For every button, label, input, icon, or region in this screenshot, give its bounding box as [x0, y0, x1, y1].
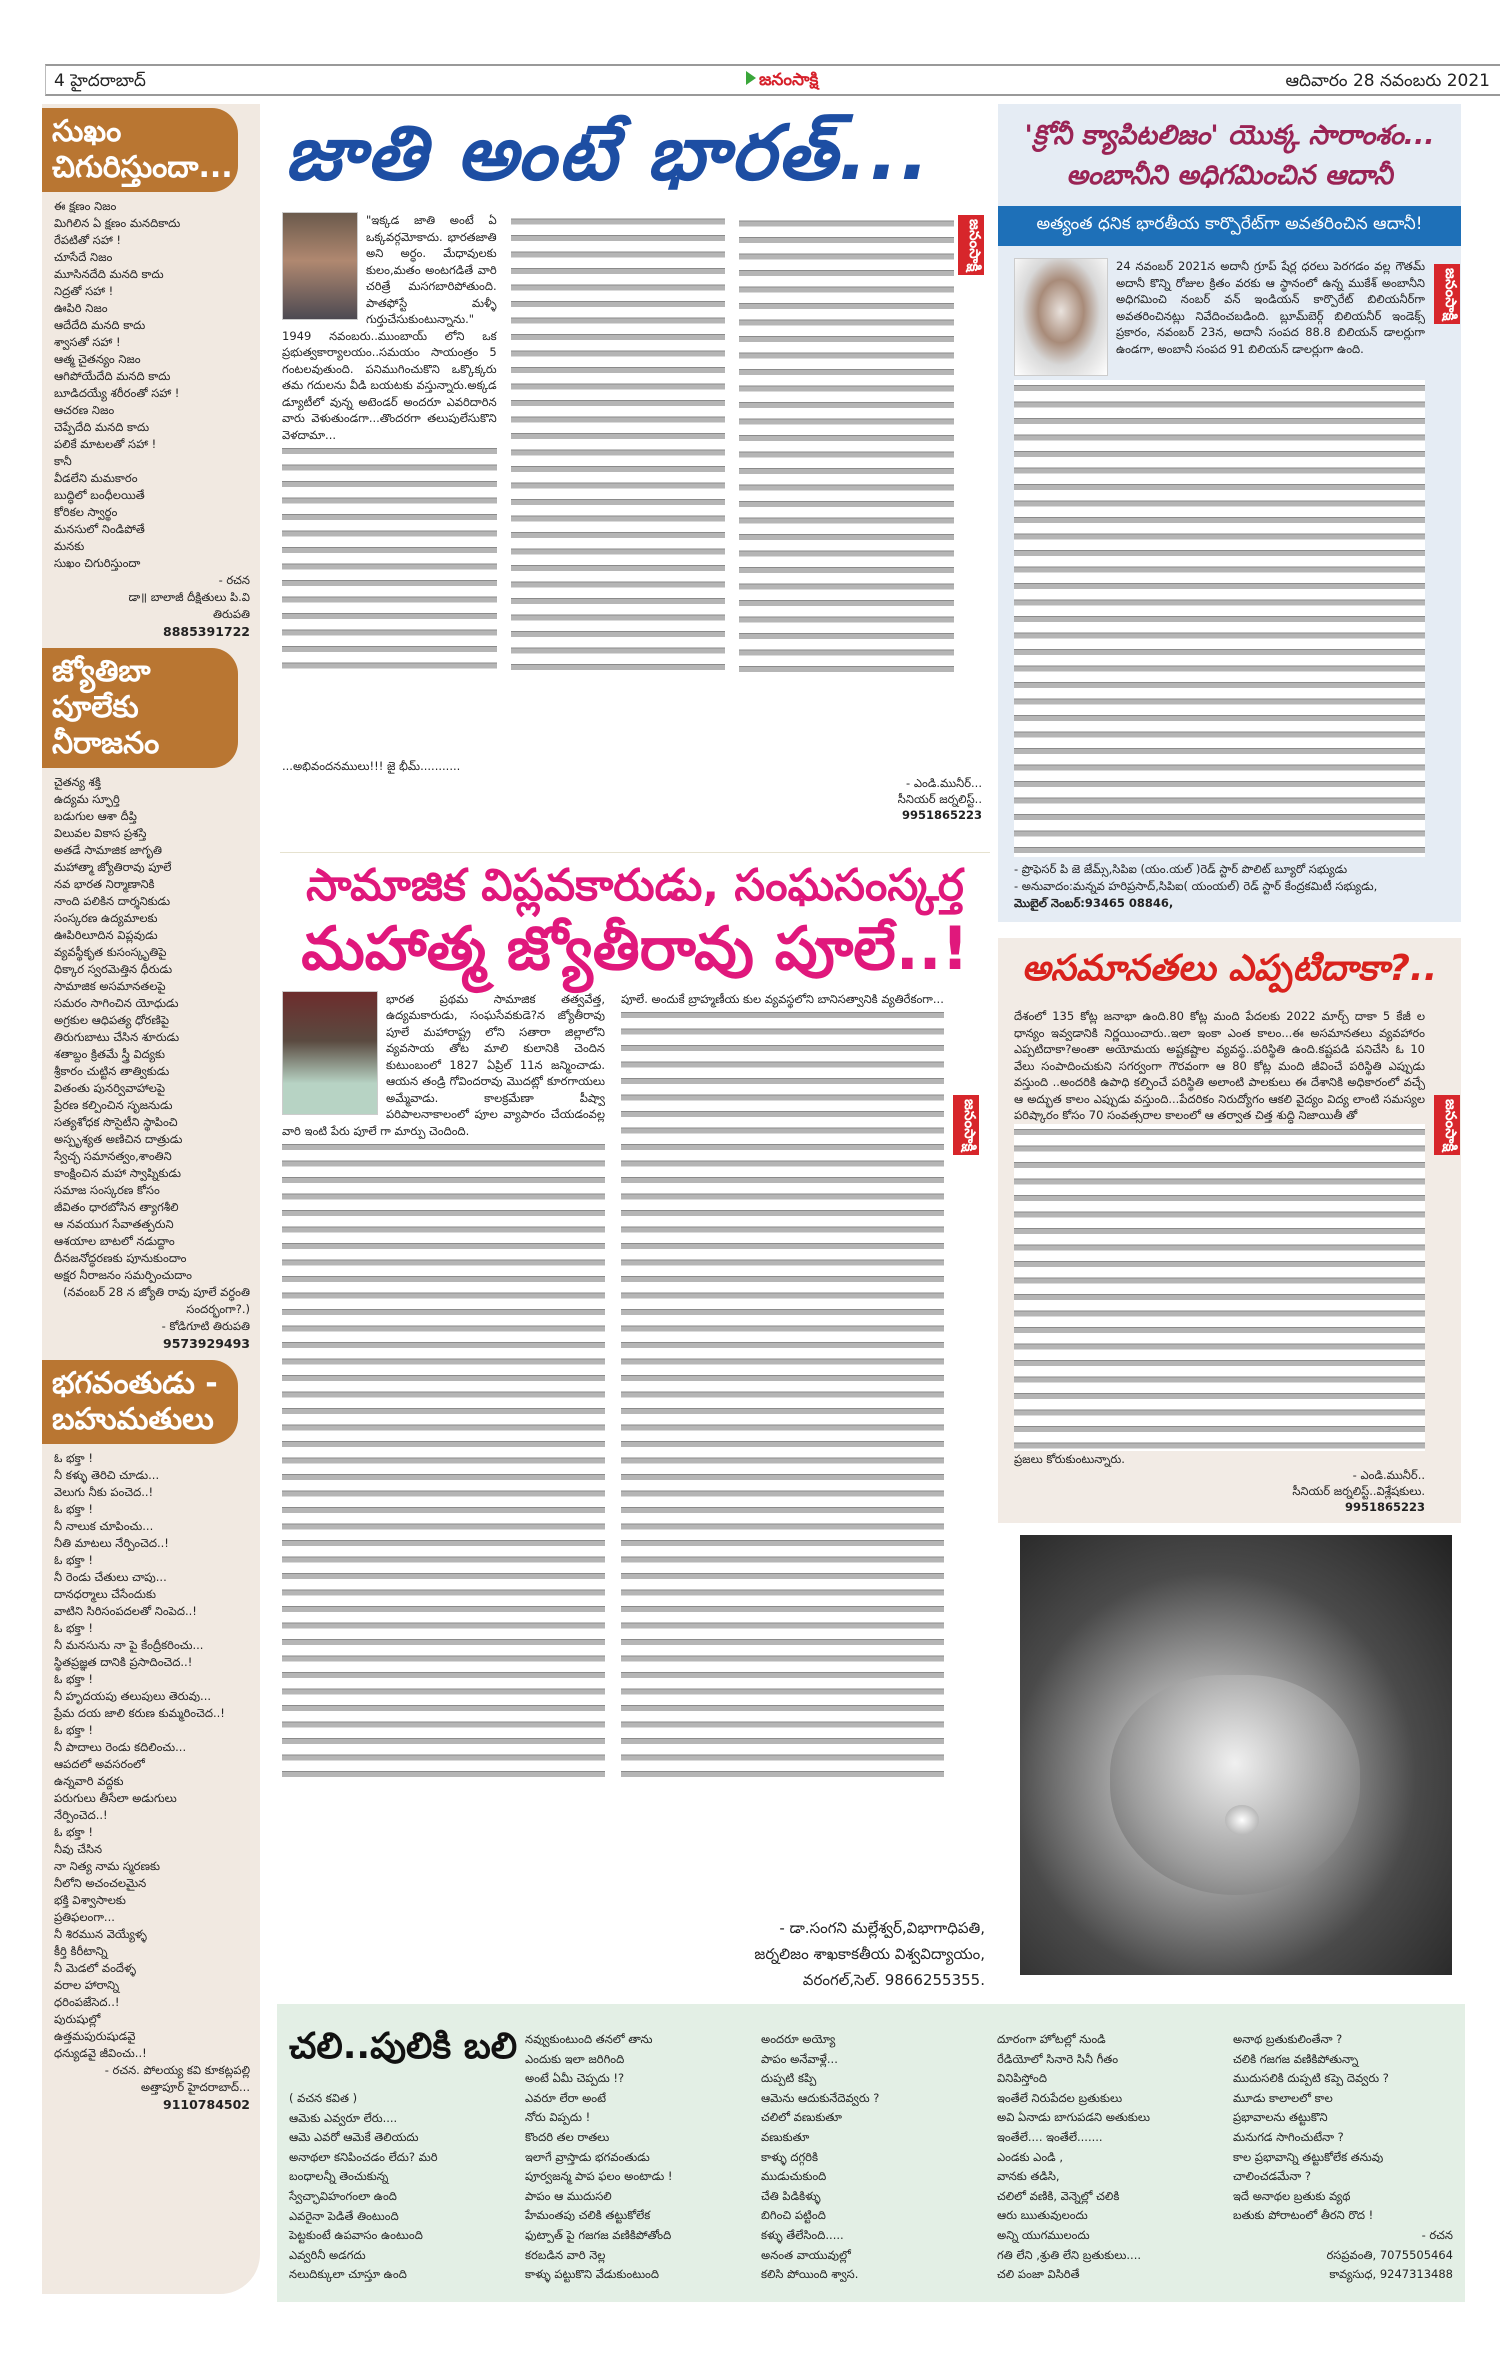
poem-line: వ్యవస్థీకృత కుసంస్కృతిపై [54, 945, 167, 959]
poem-line: దీనజనోద్ధరణకు పూనుకుందాం [54, 1251, 187, 1265]
poem-line: కాంక్షించిన మహా స్వాప్నికుడు [54, 1166, 181, 1180]
article3-paragraph: 24 నవంబర్ 2021న అదానీ గ్రూప్ షేర్ల ధరలు పెరగడం వల్ల గౌతమ్ అదానీ కొన్ని రోజుల క్రితం వరకు ఆ స్థానంలో ఉన్న ముకేశ్ అంబానీని అధిగమించి నంబర్ వన్ ఇండియన్ కార్పొరేట్ బిలియనీర్‌గా అవతరించినట్లు నివేదించబడింది. బ్లూమ్‌బెర్గ్ బిలియనీర్ ఇండెక్స్ ప్రకారం, నవంబర్ 23న, అదానీ సంపద 88.8 బిలియన్ డాలర్లుగా ఉండగా, అంబానీ సంపద 91 బిలియన్ డాలర్లుగా ఉంది. [1116, 259, 1425, 356]
poem-line: కలిసి పోయింది శ్వాస. [761, 2267, 859, 2282]
poem-line: విలువల వికాస ప్రశస్తి [54, 826, 147, 840]
poem-line: నీ మెడలో వందేళ్ళ [54, 1961, 137, 1975]
poem-line: ఆగిపోయేదేది మనది కాదు [54, 369, 171, 383]
poem-line: కరబడిన వారి నెల్ల [525, 2247, 606, 2262]
poem-line: ముడుచుకుంది [761, 2169, 827, 2184]
poem-line: ఎందుకు ఇలా జరిగింది [525, 2051, 625, 2066]
article1-footer [282, 758, 982, 846]
poem-line: చేతి పిడికిళ్ళు [761, 2188, 821, 2203]
poem-line: చలికి గజగజ వణికిపోతున్నా [1233, 2051, 1359, 2066]
poem-line: పురుషుల్లో [54, 2012, 101, 2026]
byline-title: జర్నలిజం శాఖకాకతీయ విశ్వవిద్యాయం, [754, 1945, 985, 1963]
poem-line: శ్రీకారం చుట్టిన తాత్వికుడు [54, 1064, 170, 1078]
article3-headline-line2: అంబానీని అధిగమించిన ఆదానీ [1066, 160, 1393, 191]
poem-line: ఆమె ఎవరో ఆమెకే తెలియదు [289, 2130, 419, 2145]
poem-column [997, 2030, 1217, 2285]
poem-line: ఉన్నవారి వద్దకు [54, 1774, 124, 1788]
poem-line: ఓ భక్తా ! [54, 1672, 93, 1686]
poet-name: - కోడిగూటి తిరుపతి [161, 1319, 250, 1333]
poem-line: శ్వాసతో సహా ! [54, 335, 121, 349]
poem-line: నిద్రతో సహా ! [54, 284, 114, 298]
poem-line: చూసేదే నిజం [54, 250, 113, 264]
poem-line: సుఖం చిగురిస్తుందా [54, 556, 141, 570]
poem-line: ఉత్తమపురుషుడవై [54, 2029, 136, 2043]
article2-byline [560, 1915, 985, 1993]
poem-line: ఆశయాల బాటలో నడుద్దాం [54, 1234, 175, 1248]
article2-subheadline: సామాజిక విప్లవకారుడు, సంఘసంస్కర్త [306, 860, 964, 911]
poem-line: నీ శిరమున వెయ్యేళ్ళ [54, 1927, 147, 1941]
poem-column [289, 2089, 509, 2285]
poem-line: వరాల హారాన్ని [54, 1978, 120, 1992]
poem-line: స్వేచ్ఛ సమానత్వం,శాంతిని [54, 1149, 172, 1163]
poem-line: అంటే ఏమీ చెప్పదు !? [525, 2071, 625, 2086]
poet-phone: 9110784502 [163, 2097, 250, 2112]
poem-line: కళ్ళు తేలేసింది..... [761, 2227, 844, 2242]
poem-line: కీర్తి కిరీటాన్ని [54, 1944, 108, 1958]
poem-line: చలిలో వణికి, వెన్నెల్లో చలికి [997, 2188, 1120, 2203]
byline-phone: మొబైల్ నెంబర్:93465 08846, [1014, 896, 1174, 910]
poem-line: సామాజిక అసమానతలపై [54, 979, 166, 993]
poem-line: వానకు తడిసి, [997, 2169, 1060, 2184]
poem-line: చెప్పేదేది మనది కాదు [54, 420, 150, 434]
hands-with-coin-photo [1020, 1535, 1452, 1975]
poem-line: నోరు విప్పదు ! [525, 2110, 591, 2125]
section-tag: జనంసాక్షి [953, 1095, 979, 1155]
poem-line: ప్రేరణ కల్పించిన సృజనుడు [54, 1098, 173, 1112]
article2 [282, 860, 988, 1900]
poem-line: అత్తాపూర్ హైదరాబాద్... [140, 2080, 250, 2094]
poem2 [54, 774, 250, 1352]
poem-line: నీ పాదాలు రెండు కదిలించు... [54, 1740, 187, 1754]
poem3 [54, 1450, 250, 2113]
byline-name: - ఎండి.మునీర్... [906, 775, 982, 790]
poem-line: శతాబ్దం క్రితమే స్త్రీ విద్యకు [54, 1047, 165, 1061]
poem-line: నలుదిక్కులా చూస్తూ ఉంది [289, 2267, 407, 2282]
masthead-logo [746, 70, 818, 94]
poem-line: ఇంతేలే.... ఇంతేలే....... [997, 2129, 1103, 2144]
poem-line: ఆరు ఋతువులందు [997, 2208, 1088, 2223]
poem-line: అగ్రకుల ఆధిపత్య ధోరణిపై [54, 1013, 170, 1027]
article2-body [282, 991, 944, 1900]
article4-footer [1014, 1451, 1425, 1516]
poem-line: ఆమెను ఆదుకునేదెవ్వరు ? [761, 2090, 880, 2105]
poem-line: తిరుపతి [213, 607, 250, 621]
byline-phone: 9951865223 [901, 807, 982, 822]
poem-line: ఓ భక్తా ! [54, 1621, 93, 1635]
poem-line: తిరుగుబాటు చేసిన శూరుడు [54, 1030, 180, 1044]
poem-column [1233, 2030, 1453, 2285]
poem-line: కావ్యసుధ, 9247313488 [1329, 2267, 1453, 2282]
poem-line: కాల ప్రభావాన్ని తట్టుకోలేక తనువు [1233, 2149, 1384, 2164]
poem-line: ఎండకు ఎండి , [997, 2149, 1063, 2164]
article3-body [1014, 258, 1425, 857]
poem-line: ఆ నవయుగ సేవాతత్పరుని [54, 1217, 174, 1231]
poem-line: కోరికల స్వార్థం [54, 505, 118, 519]
poem-line: పాపం ఆ ముదుసలి [525, 2188, 612, 2203]
poem-line: ఊపిరిలూదిన విప్లవుడు [54, 928, 158, 942]
poem-line: అక్షర నీరాజనం సమర్పించుదాం [54, 1268, 192, 1282]
section-tag: జనంసాక్షి [1434, 264, 1460, 324]
article1-paragraph: "ఇక్కడ జాతి అంటే ఏ ఒక్కవర్గమోకాదు. భారతజాతి అని అర్ధం. మేధావులకు కులం,మతం అంటగడితే వారి చరిత్రే మసగబారిపోతుంది. పాతఫోస్టే మళ్ళీ గుర్తుచేసుకుంటున్నాను." 1949 నవంబరు..ముంబాయ్ లోని ఒక ప్రభుత్వకార్యాలయం..సమయం సాయంత్రం 5 గంటలవుతుంది. పనిముగించుకొని ఒక్కొక్కరు తమ గదులను వీడి బయటకు వస్తున్నారు.అక్కడ డ్యూటీలో వున్న అటెండర్ అందరూ ఎవరిదారిన వారు వెళుతుండగా...తొందరగా తలుపులేసుకొని వెళదామా... [282, 213, 497, 442]
poem-line: ధిక్కార స్వరమెత్తిన ధీరుడు [54, 962, 173, 976]
poem-line: ఎవరైనా పెడితే తింటుంది [289, 2208, 399, 2223]
poem-line: ఆపదలో అవసరంలో [54, 1757, 145, 1771]
article2-headline: మహాత్మ జ్యోతీరావు పూలే..! [301, 913, 969, 984]
poem-line: ఊపిరి నిజం [54, 301, 108, 315]
article4-text-continuation [1014, 1124, 1425, 1451]
poem-line: - రచన [1421, 2227, 1453, 2242]
poem-line: వాటిని సిరిసంపదలతో నింపెద..! [54, 1604, 197, 1618]
cupped-hands [1110, 1675, 1360, 1895]
poem-line: పాపం అనేవాళ్లే... [761, 2051, 838, 2066]
poem-line: మిగిలిన ఏ క్షణం మనదికాదు [54, 216, 181, 230]
poem-line: ముదుసలికి దుప్పటి కప్పె దెవ్వరు ? [1233, 2071, 1389, 2086]
article3 [998, 104, 1461, 922]
poem-line: జీవితం ధారబోసిన త్యాగశీలి [54, 1200, 179, 1214]
poem-line: ఈ క్షణం నిజం [54, 199, 117, 213]
poem-line: ఎవ్వరినీ అడగదు [289, 2247, 366, 2262]
poem-line: ఆమెకు ఎవ్వరూ లేరు.... [289, 2110, 398, 2125]
poem-line: మూసినదేది మనది కాదు [54, 267, 164, 281]
poem-line: వెలుగు నీకు పంచెద..! [54, 1485, 154, 1499]
poem-line: మహాత్మా జ్యోతిరావు పూలే [54, 860, 172, 874]
poem-line: ఫుట్పాత్ పై గజగజ వణికిపోతోంది [525, 2227, 672, 2242]
poem-line: ఎవరూ లేరా అంటే [525, 2090, 607, 2105]
poem-line: ధరింపజేసెద..! [54, 1995, 120, 2009]
poem-line: సంస్కరణ ఉద్యమాలకు [54, 911, 158, 925]
poem-line: గతి లేని ,శ్రుతి లేని బ్రతుకులు.... [997, 2247, 1142, 2262]
poem-line: అనంత వాయువుల్లో [761, 2247, 851, 2262]
poem-line: - రచన. పోలయ్య కవి కూకట్లపల్లి [104, 2063, 250, 2077]
article4-paragraph: దేశంలో 135 కోట్ల జనాభా ఉంది.80 కోట్ల మంది పేదలకు 2022 మార్చ్ దాకా 5 కేజీ ల ధాన్యం ఇవ్వడానికి నిర్ణయించారు..ఇలా ఇంకా ఎంత కాలం...ఈ అసమానతలు వ్యవహారం ఎప్పటిదాకా?అంతా అయోమయ అష్టకష్టాల వ్యవస్థ..పరిస్థితి ఉంది.కష్టపడి పనిచేసి ఓ 10 వేలు సంపాదించుకుని సగర్వంగా గౌరవంగా ఆ 80 కోట్ల మంది జీవించే పరిస్థితి ఎప్పుడు వస్తుంది ..అందరికి ఉపాధి కల్పించే పరిస్థితి అలాంటి పాలకులు ఈ దేశానికి అధికారంలో వచ్చే ఆ అద్భుత కాలం ఎప్పుడు వస్తుంది...పేదరికం నిరుద్యోగం ఆకలి వైద్యం విద్య లాంటి సమస్యల పరిష్కారం కోసం 70 సంవత్సరాల కాలంలో ఆ తర్వాత చిత్త శుద్ధి నిజాయితీ తో [1014, 1009, 1425, 1122]
poem-line: - రచన [218, 573, 250, 587]
article1-closing: ...అభివందనములు!!! జై భీమ్........... [282, 759, 461, 773]
poem1-title: సుఖం చిగురిస్తుందా... [42, 108, 238, 192]
divider [280, 852, 990, 853]
article4-body [1014, 1008, 1425, 1451]
article1-headline: జాతి అంటే భారత్... [285, 108, 932, 197]
poem-line: మనుగడ సాగించుటేనా ? [1233, 2129, 1344, 2144]
poem-line: ఓ భక్తా ! [54, 1553, 93, 1567]
poem-line: నీ రెండు చేతులు చాపు... [54, 1570, 167, 1584]
poem-line: ఆచరణ నిజం [54, 403, 115, 417]
article3-byline [1014, 861, 1445, 912]
poem2-title: జ్యోతిబా పూలేకు నీరాజనం [42, 648, 238, 768]
poem-line: పూర్వజన్మ పాప ఫలం అంటాడు ! [525, 2169, 673, 2184]
poem-box [277, 2004, 1465, 2302]
poem-line: నేర్పించెద..! [54, 1808, 108, 1822]
poem-line: ఆదేదేది మనది కాదు [54, 318, 146, 332]
poem-line: అన్ని యుగములందు [997, 2227, 1090, 2242]
poem-line: కొందరి తల రాతలు [525, 2129, 610, 2144]
poem-line: నీ నాలుక చూపించు... [54, 1519, 154, 1533]
poem-line: దూరంగా హోటల్లో నుండి [997, 2032, 1106, 2046]
poem-line: రేడియోలో సినారె సినీ గీతం [997, 2051, 1119, 2066]
poem3-title: భగవంతుడు - బహుమతులు [42, 1360, 238, 1444]
poem-line: బిగించి పట్టింది [761, 2208, 826, 2223]
article4 [998, 938, 1461, 1523]
poem-line: మనసులో నిండిపోతే [54, 522, 145, 536]
poem-line: బంధాలన్నీ తెంచుకున్న [289, 2169, 389, 2184]
byline-phone: 9951865223 [1344, 1500, 1425, 1514]
poem-line: ఓ భక్తా ! [54, 1502, 93, 1516]
poem-line: వినిపిస్తోంది [997, 2071, 1047, 2086]
poem-line: వితంతు పునర్వివాహాలపై [54, 1081, 166, 1095]
byline-author: - ప్రొఫెసర్ పి జె జేమ్స్,సిపిఐ (యం.యల్ )రెడ్ స్టార్ పొలిట్ బ్యూరో సభ్యుడు [1014, 862, 1348, 876]
poem-line: హేమంతపు చలికి తట్టుకోలేక [525, 2208, 651, 2223]
poem-line: ఆత్మ చైతన్యం నిజం [54, 352, 141, 366]
poem-line: ఓ భక్తా ! [54, 1451, 93, 1465]
poem-line: స్థితప్రజ్ఞత దానికి ప్రసాదించెద..! [54, 1655, 193, 1669]
poem-line: ( వచన కవిత ) [289, 2091, 358, 2105]
poem-line: నీతి మాటలు నేర్పించెద..! [54, 1536, 169, 1550]
article2-paragraph: పూలే. అందుకే బ్రాహ్మణీయ కుల వ్యవస్థలోని బానిసత్వానికి వ్యతిరేకంగా... [621, 991, 944, 1006]
poem-line: వణుకుతూ [761, 2129, 810, 2144]
poem-line: సత్యశోధక సొసైటీని స్థాపించి [54, 1115, 178, 1129]
poem-title: చలి..పులికి బలి [289, 2026, 518, 2067]
logo-triangle-icon [746, 71, 756, 85]
poem-line: పెట్టకుంటే ఉపవాసం ఉంటుంది [289, 2228, 423, 2243]
poem-line: స్వేచ్ఛావిహంగంలా ఉంది [289, 2188, 397, 2203]
poem-line: మూడు కాలాలలో కాల [1233, 2090, 1333, 2105]
poem-line: నాంది పలికిన దార్శనికుడు [54, 894, 171, 908]
byline-contact: వరంగల్,సెల్. 9866255355. [802, 1971, 985, 1989]
poem-column [525, 2030, 745, 2285]
poem-line: దానధర్మాలు చేసేందుకు [54, 1587, 157, 1601]
poem-line: అవి ఏనాడు బాగుపడని అతుకులు [997, 2110, 1150, 2125]
poem-line: సమాజ సంస్కరణ కోసం [54, 1183, 160, 1197]
coin-icon [1225, 1805, 1259, 1835]
poem-line: కానీ [54, 454, 72, 468]
poem-line: అందరూ అయ్యో [761, 2032, 836, 2046]
article1-body [282, 212, 954, 757]
poem-line: చలి పంజా విసిరితే [997, 2267, 1080, 2282]
poem-line: కాళ్ళు దగ్గరికి [761, 2149, 819, 2164]
poem-line: బడుగుల ఆశా దీప్తి [54, 809, 137, 823]
byline-translator: - అనువాదం:మన్నవ హరిప్రసాద్,సిపిఐ( యంయల్) రెడ్ స్టార్ కేంద్రకమిటీ సభ్యుడు, [1014, 879, 1378, 893]
poem-line: ఇదే అనాథల బ్రతుకు వ్యథ [1233, 2188, 1351, 2203]
article2-paragraph: భారత ప్రథమ సామాజిక తత్వవేత్త, ఉద్యమకారుడు, సంఘసేవకుడె?న జ్యోతీరావు పూలే మహారాష్ట్ర లోని సతారా జిల్లాలోని వ్యవసాయ తోట మాలి కులానికి చెందిన కుటుంబంలో 1827 ఏప్రిల్ 11న జన్మించాడు. ఆయన తండ్రి గోవిందరావు మొదట్లో కూరగాయలు అమ్మేవాడు. కాలక్రమేణా పీష్వా పరిపాలనాకాలంలో పూల వ్యాపారం చేయడంవల్ల వారి ఇంటి పేరు పూలే గా మార్పు చెందింది. [282, 991, 605, 1138]
poem-line: చాలించడమేనా ? [1233, 2169, 1311, 2184]
article2-text-continuation [282, 1139, 605, 1779]
poet-phone: 9573929493 [163, 1336, 250, 1351]
poem-line: ఇలాగే వ్రాస్తాడు భగవంతుడు [525, 2149, 650, 2164]
article4-closing: ప్రజలు కోరుకుంటున్నారు. [1014, 1451, 1125, 1466]
poem-line: నీ హృదయపు తలుపులు తెరువు... [54, 1689, 212, 1703]
poem-line: ప్రేమ దయ జాలి కరుణ కుమ్మరించెద..! [54, 1706, 225, 1720]
article3-subheading-band: అత్యంత ధనిక భారతీయ కార్పొరేట్‌గా అవతరించిన ఆదానీ! [998, 206, 1461, 246]
poem-line: అనాథలా కనిపించడం లేదు? మరి [289, 2149, 438, 2164]
poem-line: అస్పృశ్యత అణిచిన దాత్రుడు [54, 1132, 183, 1146]
poem-line: ఇంతేలే నిరుపేదల బ్రతుకులు [997, 2090, 1123, 2105]
section-tag: జనంసాక్షి [1434, 1095, 1460, 1155]
byline-name: - ఎండి.మునీర్.. [1352, 1468, 1425, 1482]
poem-line: నవ్వుకుంటుంది తనలో తాను [525, 2032, 653, 2046]
section-tag: జనంసాక్షి [958, 215, 984, 275]
poem-column [761, 2030, 981, 2285]
poem-line: బూడిదయ్యే శరీరంతో సహా ! [54, 386, 180, 400]
poem-line: అనాథ బ్రతుకులింతేనా ? [1233, 2032, 1343, 2046]
article2-text-continuation [621, 1007, 944, 1787]
poet-phone: 8885391722 [163, 624, 250, 639]
poem-line: నా నిత్య నామ స్మరణకు [54, 1859, 160, 1873]
poem-line: రేపటితో సహా ! [54, 233, 121, 247]
poem-line: పలికే మాటలతో సహా ! [54, 437, 157, 451]
poem-line: డా॥ బాలాజీ దీక్షితులు పి.వి [128, 590, 250, 604]
poem-line: ఓ భక్తా ! [54, 1825, 93, 1839]
poem-line: పరుగులు తీసేలా అడుగులు [54, 1791, 177, 1805]
poem-line: చైతన్య శక్తి [54, 775, 101, 789]
byline-title: సీనియర్ జర్నలిస్ట్.. [897, 791, 982, 806]
article3-headline-line1: 'క్రోనీ క్యాపిటలిజం' యొక్క సారాంశం... [1024, 120, 1435, 151]
article3-text-continuation [1014, 380, 1425, 857]
author-photo [282, 212, 358, 320]
poem-line: నీ కళ్ళు తెరిచి చూడు... [54, 1468, 160, 1482]
poem-line: సమరం సాగించిన యోధుడు [54, 996, 179, 1010]
poem-line: నీ మనసును నా పై కేంద్రీకరించు... [54, 1638, 204, 1652]
poem-line: మనకు [54, 539, 85, 553]
page-header [45, 64, 1500, 96]
poem-note: (నవంబర్ 28 న జ్యోతి రావు పూలే వర్ధంతి సందర్భంగా?.) [62, 1285, 250, 1316]
poem-line: ధన్యుడవై జీవించు..! [54, 2046, 147, 2060]
poem-line: దుప్పటి కప్పి [761, 2071, 817, 2086]
poem-line: బుద్ధిలో బంధీలయితే [54, 488, 145, 502]
poem-line: బతుకు పోరాటంలో తీరని రొద ! [1233, 2208, 1374, 2223]
poem-line: అతడే సామాజిక జాగృతి [54, 843, 162, 857]
poem-line: ఉద్యమ స్ఫూర్తి [54, 792, 120, 806]
article3-lead [1014, 258, 1425, 380]
logo-text: జనంసాక్షి [759, 70, 819, 90]
poem-line: చలిలో వణుకుతూ [761, 2110, 842, 2125]
author-photo [282, 991, 378, 1115]
issue-date: ఆదివారం 28 నవంబరు 2021 [1285, 71, 1490, 91]
poem-line: ప్రతిఫలంగా... [54, 1910, 115, 1924]
poem-line: ప్రభావాలను తట్టుకొని [1233, 2110, 1328, 2125]
poem-line: రసప్రవంతి, 7075505464 [1326, 2247, 1453, 2262]
byline-title: సీనియర్ జర్నలిస్ట్..విశ్లేషకులు. [1292, 1484, 1425, 1498]
left-poems-column [42, 104, 260, 2294]
byline-name: - డా.సంగని మల్లేశ్వర్,విభాగాధిపతి, [779, 1919, 985, 1937]
poem-line: కాళ్ళు పట్టుకొని వేడుకుంటుంది [525, 2267, 659, 2282]
poem-line: నీలోని అచంచలమైన [54, 1876, 147, 1890]
poem-line: నీవు చేసిన [54, 1842, 103, 1856]
page-number-city: 4 హైదరాబాద్ [54, 71, 146, 91]
poem1 [54, 198, 250, 640]
poem-line: వీడలేని మమకారం [54, 471, 138, 485]
poem-line: ఓ భక్తా ! [54, 1723, 93, 1737]
poem-line: భక్తి విశ్వాసాలకు [54, 1893, 126, 1907]
poem-line: నవ భారత నిర్మాణానికి [54, 877, 155, 891]
author-photo [1014, 258, 1108, 376]
article4-headline: అసమానతలు ఎప్పటిదాకా?.. [1021, 948, 1438, 989]
